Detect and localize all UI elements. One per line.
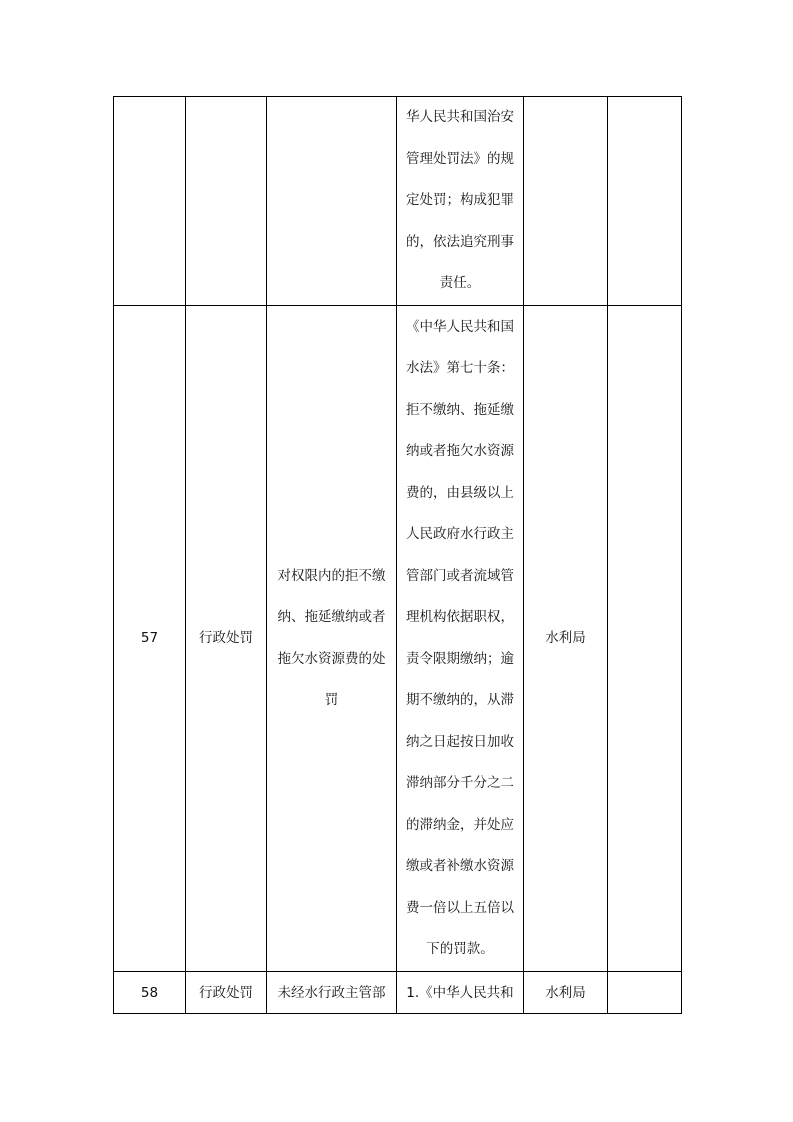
cell-basis: 华人民共和国治安管理处罚法》的规定处罚；构成犯罪的，依法追究刑事责任。: [397, 97, 524, 306]
cell-basis: 《中华人民共和国水法》第七十条：拒不缴纳、拖延缴纳或者拖欠水资源费的，由县级以上人民政府水行政主管部门或者流域管理机构依据职权，责令限期缴纳；逾期不缴纳的，从滞纳之日起按日加收滞纳部分千分之二的滞纳金，并处应缴或者补缴水资源费一倍以上五倍以下的罚款。: [397, 306, 524, 972]
table-row: [114, 972, 682, 1014]
cell-category: 行政处罚: [186, 306, 267, 972]
cell-note: [608, 97, 682, 306]
cell-category: [186, 97, 267, 306]
cell-note: [608, 972, 682, 1014]
penalty-table: [113, 96, 682, 1014]
cell-no: [114, 97, 186, 306]
table-row: [114, 306, 682, 972]
cell-category: 行政处罚: [186, 972, 267, 1014]
table-row: [114, 97, 682, 306]
cell-item: [267, 97, 397, 306]
cell-dept: 水利局: [524, 972, 608, 1014]
cell-note: [608, 306, 682, 972]
cell-dept: 水利局: [524, 306, 608, 972]
cell-item: 未经水行政主管部: [267, 972, 397, 1014]
cell-basis: 1.《中华人民共和: [397, 972, 524, 1014]
cell-item: 对权限内的拒不缴纳、拖延缴纳或者拖欠水资源费的处罚: [267, 306, 397, 972]
cell-no: 58: [114, 972, 186, 1014]
cell-no: 57: [114, 306, 186, 972]
cell-dept: [524, 97, 608, 306]
